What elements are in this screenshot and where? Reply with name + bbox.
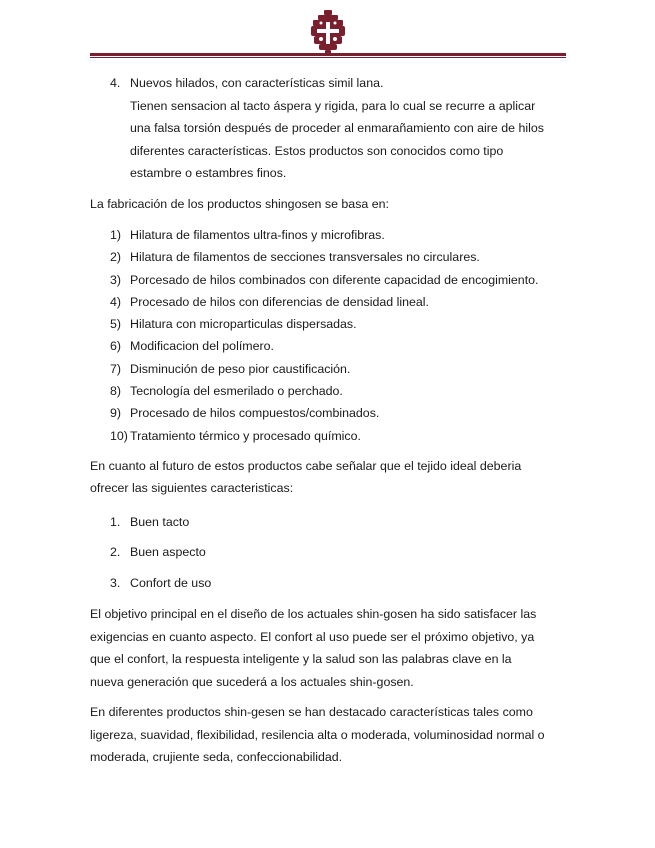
list-number: 3.: [110, 575, 121, 590]
list-item: [90, 269, 570, 291]
caracteristicas-list: [90, 512, 570, 593]
futuro-paragraph: [90, 455, 570, 500]
list-number: 7): [110, 361, 122, 376]
list-item-4-nuevos-hilados: [90, 72, 570, 185]
list-text: Tratamiento térmico y procesado químico.: [130, 428, 361, 443]
list-number: 9): [110, 406, 122, 421]
text-line: que el confort, la respuesta inteligente y la salud son las palabras clave en la: [90, 652, 512, 667]
document-body: [90, 72, 570, 769]
fabricacion-intro: La fabricación de los productos shingosen se basa en:: [90, 196, 389, 211]
text-line: moderada, crujiente seda, confeccionabilidad.: [90, 750, 343, 765]
list-number: 1): [110, 228, 122, 242]
list-text: Porcesado de hilos combinados con diferente capacidad de encogimiento.: [130, 272, 539, 287]
institution-seal-icon: [309, 10, 347, 54]
text-line: diferentes características. Estos productos son conocidos como tipo: [130, 143, 504, 158]
header-rule-thick: [90, 53, 566, 56]
header-rule-thin: [90, 57, 566, 58]
list-number: 2.: [110, 545, 121, 560]
list-number: 2): [110, 250, 122, 265]
text-line: estambre o estambres finos.: [130, 166, 287, 180]
list-item: [90, 291, 570, 313]
diferentes-paragraph: [90, 701, 570, 769]
text-line: nueva generación que sucederá a los actuales shin-gosen.: [90, 674, 414, 689]
text-line: ofrecer las siguientes caracteristicas:: [90, 481, 294, 496]
list-text: Hilatura con microparticulas dispersadas.: [130, 317, 357, 332]
fabricacion-list: [90, 224, 570, 447]
text-line: En cuanto al futuro de estos productos cabe señalar que el tejido ideal deberia: [90, 458, 522, 473]
list-number: 8): [110, 384, 122, 399]
list-number: 4): [110, 294, 122, 309]
list-item: [90, 425, 570, 447]
list-item: [90, 246, 570, 268]
objetivo-paragraph: [90, 603, 570, 693]
list-item: [90, 358, 570, 380]
list-item: [90, 380, 570, 402]
list-text: Buen aspecto: [130, 545, 206, 560]
list-text: Confort de uso: [130, 575, 212, 590]
list-number: 4.: [110, 76, 121, 90]
list-text: Hilatura de filamentos de secciones transversales no circulares.: [130, 250, 480, 265]
list-number: 6): [110, 339, 122, 354]
list-item: [90, 402, 570, 424]
text-line: exigencias en cuanto aspecto. El confort al uso puede ser el próximo objetivo, ya: [90, 629, 535, 644]
list-text: Procesado de hilos compuestos/combinados.: [130, 406, 380, 421]
list-item: [90, 573, 570, 593]
text-line: En diferentes productos shin-gesen se han destacado características tales como: [90, 705, 533, 720]
list-number: 5): [110, 317, 122, 332]
list-number: 10): [110, 428, 128, 443]
text-line: ligereza, suavidad, flexibilidad, resilencia alta o moderada, voluminosidad normal o: [90, 727, 545, 742]
list-number: 3): [110, 272, 122, 287]
text-line: Nuevos hilados, con características simil lana.: [130, 76, 384, 90]
text-line: Tienen sensacion al tacto áspera y rigida, para lo cual se recurre a aplicar: [130, 98, 536, 113]
list-text: Procesado de hilos con diferencias de densidad lineal.: [130, 294, 429, 309]
text-line: El objetivo principal en el diseño de los actuales shin-gosen ha sido satisfacer las: [90, 607, 537, 622]
list-text: Tecnología del esmerilado o perchado.: [130, 384, 343, 399]
list-item: [90, 542, 570, 562]
list-text: Disminución de peso pior caustificación.: [130, 361, 351, 376]
list-number: 1.: [110, 514, 121, 529]
list-text: Buen tacto: [130, 514, 190, 529]
list-text: Hilatura de filamentos ultra-finos y microfibras.: [130, 228, 385, 242]
list-item: [90, 224, 570, 246]
list-item: [90, 313, 570, 335]
text-line: una falsa torsión después de proceder al enmarañamiento con aire de hilos: [130, 121, 544, 135]
list-text: Modificacion del polímero.: [130, 339, 274, 354]
list-item: [90, 512, 570, 532]
page-header: [0, 0, 655, 62]
list-item: [90, 335, 570, 357]
